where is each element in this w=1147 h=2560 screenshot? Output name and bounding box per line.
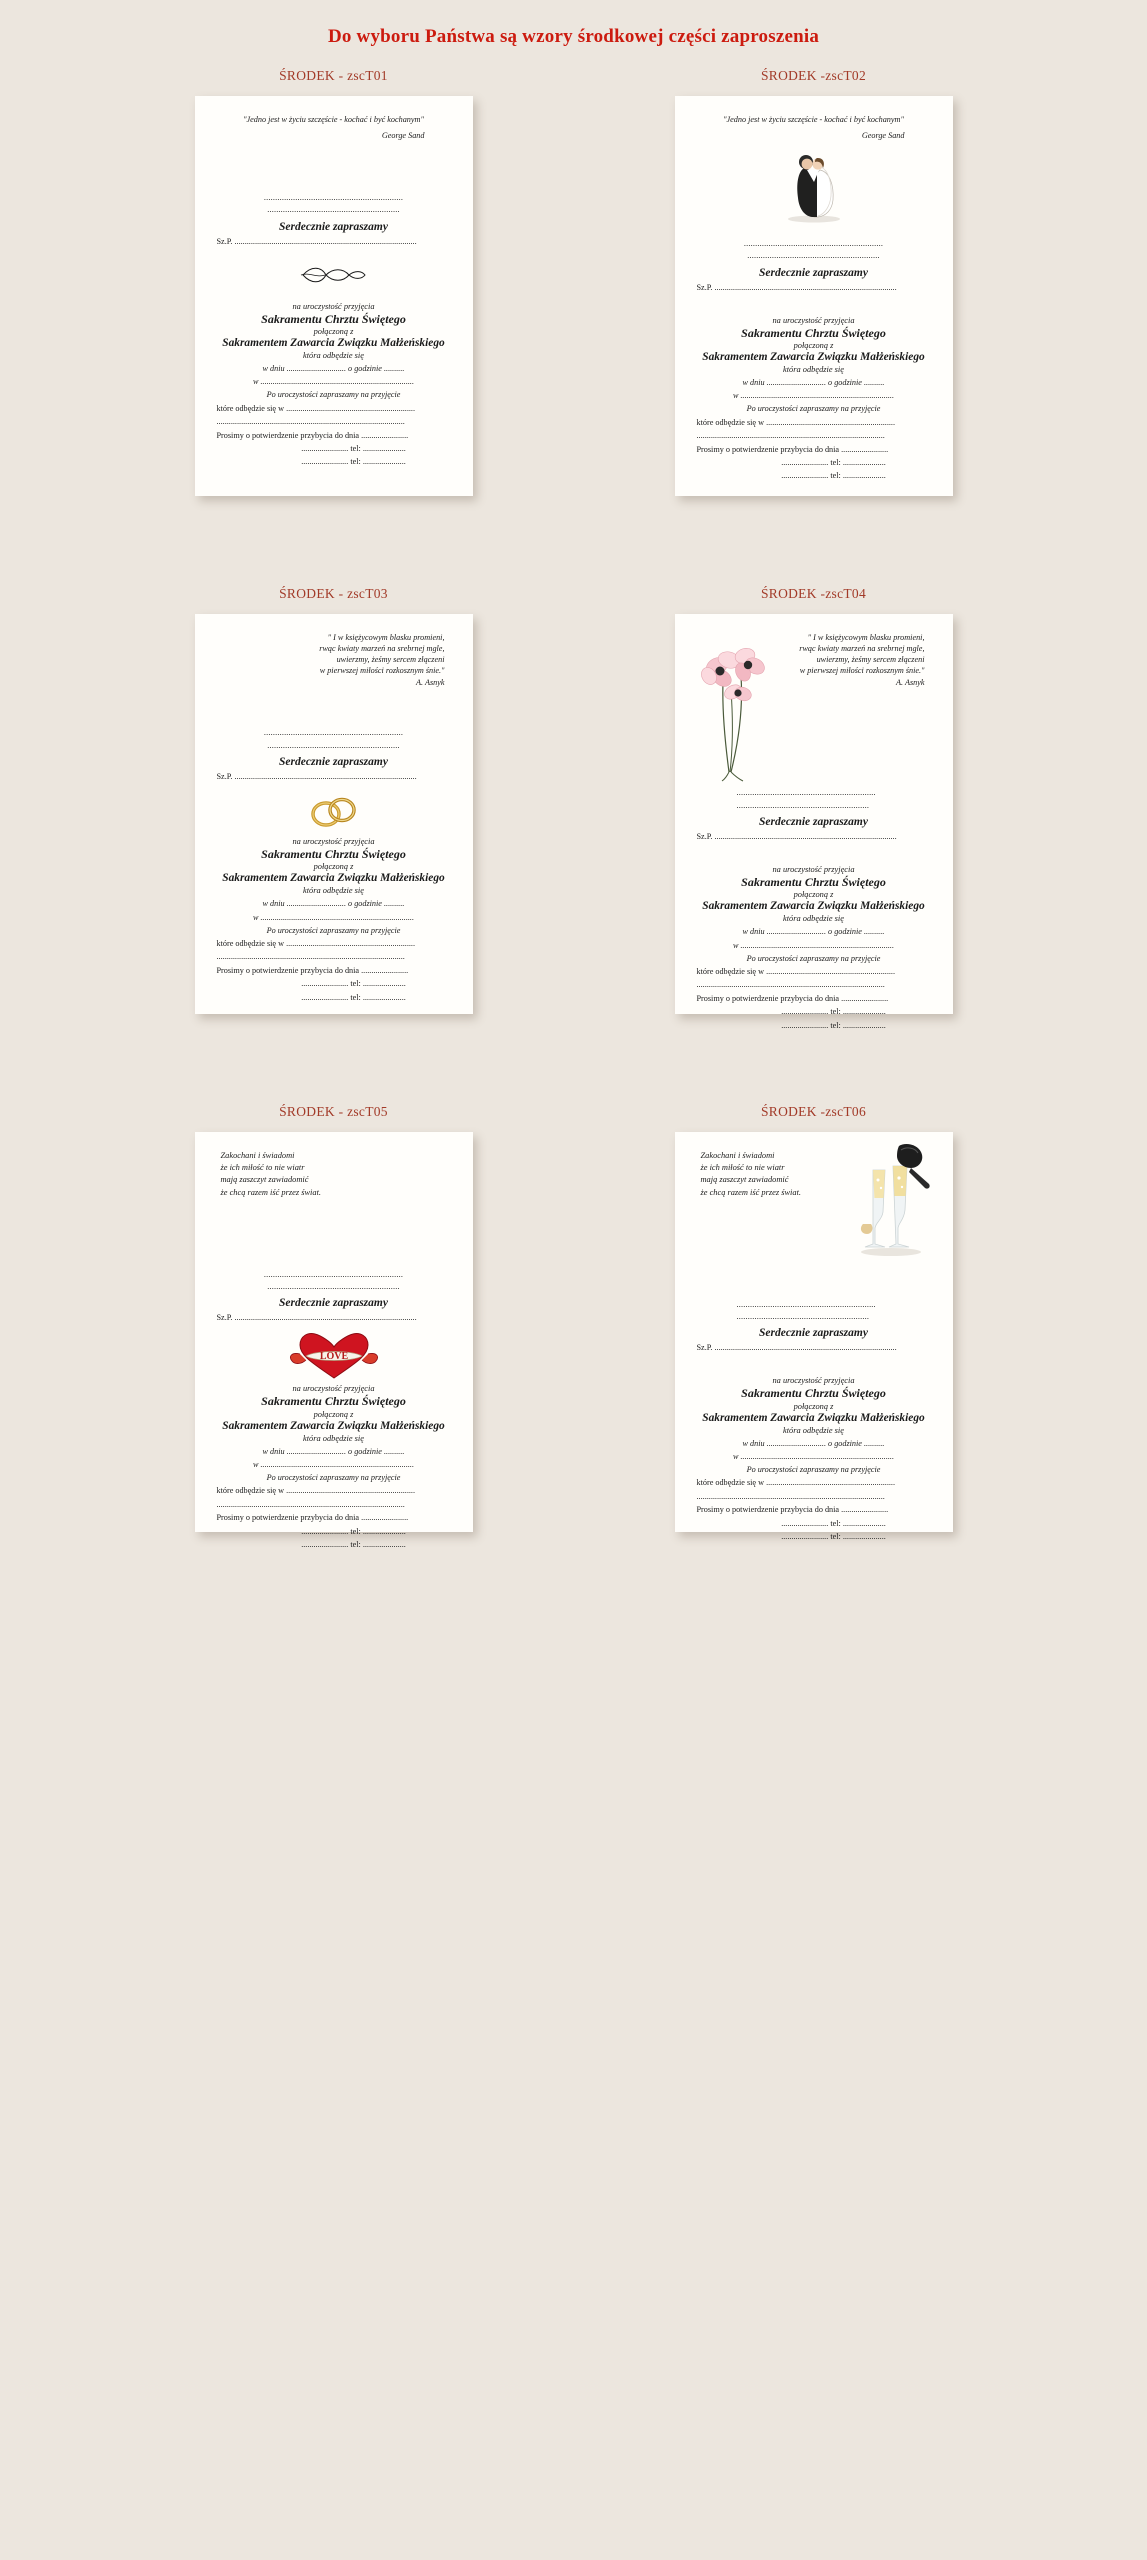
recipient-line: Sz.P. .........................................................................................	[216, 1313, 417, 1323]
champagne-glasses-icon	[845, 1140, 937, 1258]
sacrament2-text: Sakramentem Zawarcia Związku Małżeńskiego	[222, 872, 445, 885]
invitation-card-zsct02[interactable]	[675, 96, 953, 496]
card-column-zsct06	[624, 1104, 1004, 1542]
sacrament-text: Sakramentu Chrztu Świętego	[261, 311, 406, 326]
name-line-2: ...........................................................	[267, 740, 400, 750]
which-place-line: które odbędzie się w ...............................................................	[216, 403, 416, 413]
after-text: Po uroczystości zapraszamy na przyjęcie	[746, 404, 881, 414]
tel-2-text: ....................... tel: .....................	[301, 1540, 406, 1550]
confirm-line: Prosimy o potwierdzenie przybycia do dnia .......................	[216, 1513, 409, 1523]
quote-author: A. Asnyk	[896, 678, 925, 688]
name-line-1: ..............................................................	[743, 239, 884, 249]
occasion-text: na uroczystość przyjęcia	[772, 1376, 855, 1386]
recipient-line: Sz.P. .........................................................................................	[696, 1343, 897, 1353]
tel-line-2	[697, 1530, 931, 1543]
date-line: w dniu ............................. o godzinie ..........	[262, 364, 405, 374]
place-line: w ...........................................................................	[252, 377, 415, 387]
tel-line-1	[217, 977, 451, 990]
sacrament-text: Sakramentu Chrztu Świętego	[261, 846, 406, 861]
bride-groom-icon	[697, 146, 931, 224]
occasion-text: na uroczystość przyjęcia	[772, 864, 855, 874]
wedding-rings-icon	[217, 787, 451, 833]
date-line: w dniu ............................. o godzinie ..........	[742, 378, 885, 388]
after-text: Po uroczystości zapraszamy na przyjęcie	[266, 925, 401, 935]
date-line: w dniu ............................. o godzinie ..........	[262, 1446, 405, 1456]
invite-text: Serdecznie zapraszamy	[759, 1327, 868, 1340]
willbe-text: która odbędzie się	[783, 914, 844, 924]
willbe-text: która odbędzie się	[783, 1425, 844, 1435]
card-column-zsct04	[624, 586, 1004, 1030]
after-text: Po uroczystości zapraszamy na przyjęcie	[746, 953, 881, 963]
occasion-text: na uroczystość przyjęcia	[292, 1384, 375, 1394]
tel-2-text: ....................... tel: .....................	[301, 457, 406, 467]
confirm-line: Prosimy o potwierdzenie przybycia do dnia .......................	[696, 444, 889, 454]
after-text: Po uroczystości zapraszamy na przyjęcie	[746, 1465, 881, 1475]
anemone-flowers-icon	[689, 632, 777, 782]
quote-line-4: że chcą razem iść przez świat.	[220, 1187, 321, 1197]
recipient-line: Sz.P. .........................................................................................	[696, 282, 897, 292]
sacrament2-text: Sakramentem Zawarcia Związku Małżeńskiego	[702, 1411, 925, 1424]
name-line-1: ..............................................................	[263, 193, 404, 203]
invitation-card-zsct01[interactable]	[195, 96, 473, 496]
willbe-text: która odbędzie się	[303, 351, 364, 361]
quote-line-4: w pierwszej miłości rozkosznym śnie."	[799, 666, 925, 676]
name-line-2: ...........................................................	[736, 800, 870, 810]
tel-2-text: ....................... tel: .....................	[781, 1532, 886, 1542]
name-line-1: ..............................................................	[736, 788, 876, 798]
tel-2-text: ....................... tel: .....................	[301, 992, 406, 1002]
which-place-line: które odbędzie się w ...............................................................	[696, 1478, 896, 1488]
invitation-card-zsct06[interactable]	[675, 1132, 953, 1542]
card-column-zsct05	[144, 1104, 524, 1550]
quote-line-3: uwierzmy, żeśmy sercem złączeni	[816, 655, 925, 665]
name-line-1: ..............................................................	[263, 1269, 404, 1279]
card-column-zsct03	[144, 586, 524, 1014]
card-row-2	[0, 586, 1147, 1030]
invitation-card-zsct03[interactable]	[195, 614, 473, 1014]
which-place-line: które odbędzie się w ...............................................................	[696, 966, 896, 976]
tel-line-2	[217, 991, 451, 1004]
quote-line-2: że ich miłość to nie wiatr	[700, 1163, 785, 1173]
occasion-text: na uroczystość przyjęcia	[292, 301, 375, 311]
sacrament2-text: Sakramentem Zawarcia Związku Małżeńskiego	[702, 350, 925, 363]
invite-text: Serdecznie zapraszamy	[759, 266, 868, 279]
joined-text: połączoną z	[793, 340, 834, 350]
tel-2-text: ....................... tel: .....................	[781, 1020, 886, 1030]
quote-author: George Sand	[381, 131, 425, 141]
willbe-text: która odbędzie się	[783, 365, 844, 375]
quote-line-3: mają zaszczyt zawiadomić	[220, 1175, 309, 1185]
card-label-zsct06: ŚRODEK -zscT06	[760, 1104, 867, 1119]
sacrament2-text: Sakramentem Zawarcia Związku Małżeńskiego	[222, 1419, 445, 1432]
page-title: Do wyboru Państwa są wzory środkowej części zaproszenia	[327, 26, 820, 47]
joined-text: połączoną z	[313, 1409, 354, 1419]
tel-1-text: ....................... tel: .....................	[301, 1526, 406, 1536]
sacrament-text: Sakramentu Chrztu Świętego	[741, 325, 886, 340]
love-heart-icon	[217, 1328, 451, 1380]
quote-line-2: że ich miłość to nie wiatr	[220, 1163, 305, 1173]
tel-line-1	[217, 1525, 451, 1538]
dots-tail-line: ............................................................................................	[696, 980, 885, 990]
card-column-zsct01	[144, 68, 524, 496]
dots-tail-line: ............................................................................................	[216, 1499, 405, 1509]
joined-text: połączoną z	[793, 1401, 834, 1411]
svg-text:LOVE: LOVE	[319, 1351, 348, 1363]
invite-text: Serdecznie zapraszamy	[759, 815, 868, 828]
quote-line-4: że chcą razem iść przez świat.	[700, 1187, 801, 1197]
which-place-line: które odbędzie się w ...............................................................	[696, 417, 896, 427]
confirm-line: Prosimy o potwierdzenie przybycia do dnia .......................	[696, 1505, 889, 1515]
quote-line-1: " I w księżycowym blasku promieni,	[327, 633, 445, 642]
flourish-icon	[217, 252, 451, 298]
name-line-1: ..............................................................	[263, 728, 404, 738]
confirm-line: Prosimy o potwierdzenie przybycia do dnia .......................	[216, 430, 409, 440]
dots-tail-line: ............................................................................................	[696, 431, 885, 441]
card-row-1	[0, 68, 1147, 496]
joined-text: połączoną z	[313, 862, 354, 872]
tel-line-1	[697, 456, 931, 469]
occasion-text: na uroczystość przyjęcia	[292, 836, 375, 846]
recipient-line: Sz.P. .........................................................................................	[216, 771, 417, 781]
tel-1-text: ....................... tel: .....................	[301, 979, 406, 989]
tel-line-2	[217, 455, 451, 468]
dots-tail-line: ............................................................................................	[216, 417, 405, 427]
tel-line-1	[697, 1517, 931, 1530]
quote-line-4: w pierwszej miłości rozkosznym śnie."	[319, 666, 445, 676]
card-label-zsct01: ŚRODEK - zscT01	[279, 68, 388, 83]
sacrament-text: Sakramentu Chrztu Świętego	[741, 874, 886, 889]
date-line: w dniu ............................. o godzinie ..........	[262, 899, 405, 909]
tel-2-text: ....................... tel: .....................	[781, 471, 886, 481]
after-text: Po uroczystości zapraszamy na przyjęcie	[266, 1473, 401, 1483]
sacrament2-text: Sakramentem Zawarcia Związku Małżeńskiego	[222, 336, 445, 349]
place-line: w ...........................................................................	[252, 1460, 415, 1470]
name-line-2: ...........................................................	[267, 1282, 400, 1292]
place-line: w ...........................................................................	[732, 1452, 895, 1462]
quote-author: George Sand	[861, 131, 905, 141]
tel-1-text: ....................... tel: .....................	[781, 1007, 886, 1017]
place-line: w ...........................................................................	[252, 912, 415, 922]
card-label-zsct05: ŚRODEK - zscT05	[279, 1104, 388, 1119]
tel-line-1	[217, 442, 451, 455]
tel-line-2	[217, 1538, 451, 1551]
occasion-text: na uroczystość przyjęcia	[772, 315, 855, 325]
date-line: w dniu ............................. o godzinie ..........	[742, 1438, 885, 1448]
quote-line-3: mają zaszczyt zawiadomić	[700, 1175, 789, 1185]
which-place-line: które odbędzie się w ...............................................................	[216, 938, 416, 948]
quote-text: "Jedno jest w życiu szczęście - kochać i być kochanym"	[243, 115, 424, 124]
name-line-2: ...........................................................	[747, 251, 880, 261]
after-text: Po uroczystości zapraszamy na przyjęcie	[266, 390, 401, 400]
card-label-zsct03: ŚRODEK - zscT03	[279, 586, 388, 601]
card-row-3	[0, 1104, 1147, 1550]
sacrament-text: Sakramentu Chrztu Świętego	[741, 1386, 886, 1401]
card-column-zsct02	[624, 68, 1004, 496]
quote-line-3: uwierzmy, żeśmy sercem złączeni	[336, 655, 445, 665]
quote-line-1: " I w księżycowym blasku promieni,	[807, 633, 925, 642]
place-line: w ...........................................................................	[732, 391, 895, 401]
willbe-text: która odbędzie się	[303, 1433, 364, 1443]
quote-line-2: rwąc kwiaty marzeń na srebrnej mgle,	[319, 644, 445, 654]
willbe-text: która odbędzie się	[303, 886, 364, 896]
invite-text: Serdecznie zapraszamy	[279, 220, 388, 233]
dots-tail-line: ............................................................................................	[216, 952, 405, 962]
name-line-2: ...........................................................	[736, 1312, 870, 1322]
invite-text: Serdecznie zapraszamy	[279, 755, 388, 768]
joined-text: połączoną z	[793, 890, 834, 900]
date-line: w dniu ............................. o godzinie ..........	[742, 927, 885, 937]
invitation-card-zsct05[interactable]	[195, 1132, 473, 1550]
quote-line-1: Zakochani i świadomi	[700, 1151, 775, 1160]
quote-author: A. Asnyk	[416, 678, 445, 688]
tel-line-2	[697, 469, 931, 482]
tel-1-text: ....................... tel: .....................	[301, 444, 406, 454]
invitation-card-zsct04[interactable]	[675, 614, 953, 1030]
tel-1-text: ....................... tel: .....................	[781, 458, 886, 468]
tel-line-2	[697, 1019, 931, 1032]
dots-tail-line: ............................................................................................	[696, 1491, 885, 1501]
confirm-line: Prosimy o potwierdzenie przybycia do dnia .......................	[216, 965, 409, 975]
joined-text: połączoną z	[313, 326, 354, 336]
quote-line-2: rwąc kwiaty marzeń na srebrnej mgle,	[799, 644, 925, 654]
invite-text: Serdecznie zapraszamy	[279, 1297, 388, 1310]
quote-text: "Jedno jest w życiu szczęście - kochać i być kochanym"	[723, 115, 904, 124]
which-place-line: które odbędzie się w ...............................................................	[216, 1486, 416, 1496]
sacrament2-text: Sakramentem Zawarcia Związku Małżeńskiego	[702, 900, 925, 913]
recipient-line: Sz.P. .........................................................................................	[216, 236, 417, 246]
tel-1-text: ....................... tel: .....................	[781, 1518, 886, 1528]
card-label-zsct04: ŚRODEK -zscT04	[760, 586, 867, 601]
name-line-2: ...........................................................	[267, 205, 400, 215]
confirm-line: Prosimy o potwierdzenie przybycia do dnia .......................	[696, 993, 889, 1003]
name-line-1: ..............................................................	[736, 1299, 876, 1309]
sacrament-text: Sakramentu Chrztu Świętego	[261, 1394, 406, 1409]
recipient-line: Sz.P. .........................................................................................	[696, 831, 897, 841]
card-label-zsct02: ŚRODEK -zscT02	[760, 68, 867, 83]
quote-line-1: Zakochani i świadomi	[220, 1151, 295, 1160]
tel-line-1	[697, 1005, 931, 1018]
place-line: w ...........................................................................	[732, 940, 895, 950]
